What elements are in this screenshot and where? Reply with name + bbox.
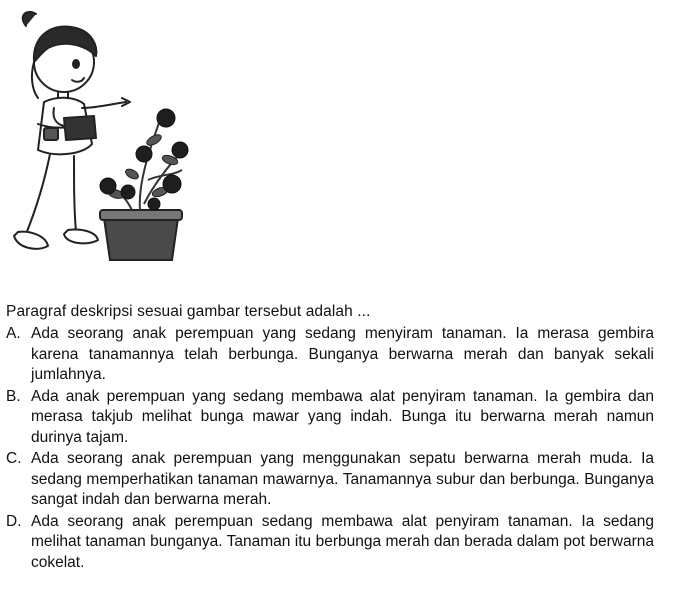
option-a[interactable]	[6, 324, 654, 386]
option-letter: C.	[6, 450, 22, 467]
option-c[interactable]	[6, 449, 654, 511]
option-d[interactable]	[6, 512, 654, 574]
option-letter: D.	[6, 512, 22, 530]
option-text: Ada seorang anak perempuan yang menggunakan sepatu berwarna merah muda. Ia sedang memperhatikan tanaman mawarnya. Tanamannya subur dan berbunga. Bunganya sangat indah dan berwarna merah.	[31, 450, 654, 508]
option-text: Ada anak perempuan yang sedang membawa alat penyiram tanaman. Ia gembira dan merasa takjub melihat bunga mawar yang indah. Bunga itu berwarna merah namun durinya tajam.	[31, 387, 654, 446]
answer-options	[6, 324, 654, 574]
option-b[interactable]	[6, 387, 654, 449]
question-text: Paragraf deskripsi sesuai gambar tersebut adalah ...	[6, 303, 371, 320]
option-letter: A.	[6, 325, 21, 342]
option-letter: B.	[6, 387, 21, 405]
option-text: Ada seorang anak perempuan yang sedang menyiram tanaman. Ia merasa gembira karena tanamannya telah berbunga. Bunganya berwarna merah dan banyak sekali jumlahnya.	[31, 325, 654, 383]
girl-with-flowerpot-illustration	[4, 4, 204, 274]
option-text: Ada seorang anak perempuan sedang membawa alat penyiram tanaman. Ia sedang melihat tanaman bunganya. Tanaman itu berbunga merah dan berada dalam pot berwarna cokelat.	[31, 512, 654, 571]
